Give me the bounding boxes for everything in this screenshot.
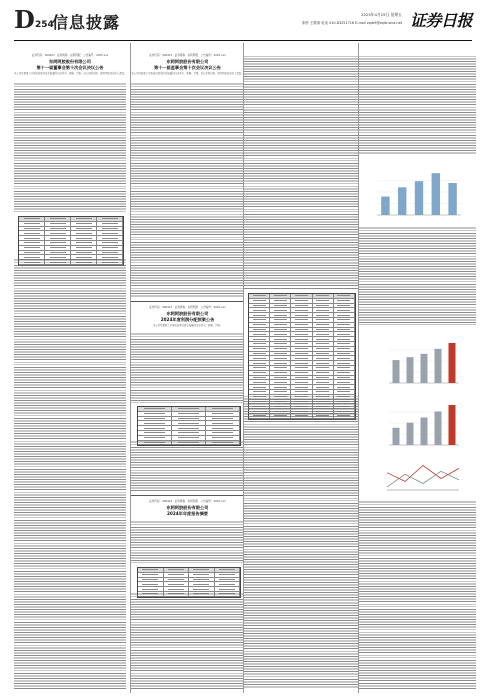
section-letter: D: [14, 5, 35, 34]
newspaper-logo: 证券日报: [409, 11, 472, 30]
column-4: [358, 43, 476, 693]
bar: [435, 349, 442, 383]
column-1: [14, 43, 126, 693]
announcement-header-2: [131, 53, 244, 75]
bar: [407, 357, 414, 383]
bar: [421, 354, 428, 383]
body-text: [244, 55, 359, 289]
bar: [393, 428, 400, 445]
announcement-title: 2024年年度报告摘要: [167, 510, 208, 516]
stock-codes: 证券代码：000423 证券简称：东阿阿胶 公告编号：2025-xxx: [149, 54, 226, 57]
stock-codes: 证券代码：000423 证券简称：东阿阿胶 公告编号：2025-xxx: [149, 500, 226, 503]
body-text: [359, 55, 476, 155]
series-line: [387, 471, 459, 487]
company-name: 东阿阿胶股份有限公司: [49, 59, 91, 64]
announcement-title: 2024年度利润分配预案公告: [160, 316, 215, 322]
body-text: [14, 83, 126, 213]
company-name: 东阿阿胶股份有限公司: [166, 505, 209, 510]
bar: [448, 183, 456, 215]
stock-codes: 证券代码：000423 证券简称：东阿阿胶 公告编号：2025-xxx: [149, 306, 226, 309]
bar: [415, 181, 423, 215]
body-text: [131, 441, 244, 491]
bar: [398, 187, 406, 215]
announcement-title: 第十一届董事会第十次会议决议公告: [36, 64, 104, 70]
body-text: [131, 593, 244, 689]
sample-bar-chart: [369, 161, 465, 221]
bar: [435, 411, 442, 445]
bar: [449, 343, 456, 383]
body-text: [131, 333, 244, 403]
announcement-header-4: [131, 499, 244, 516]
disclaimer-note: 本公司及监事会全体成员保证信息披露的内容真实、准确、完整，没有虚假记载、误导性陈述或重大遗漏。: [131, 72, 244, 75]
body-text: [131, 83, 244, 297]
bar: [421, 417, 428, 445]
bar: [432, 173, 440, 215]
body-text: [244, 395, 359, 689]
announcement-header-3: [131, 305, 244, 327]
page-header: [14, 6, 472, 41]
bar: [449, 405, 456, 445]
company-name: 东阿阿胶股份有限公司: [166, 311, 209, 316]
issue-date: 2025年4月25日 星期五: [361, 12, 402, 17]
column-2: [130, 43, 244, 693]
bar: [407, 423, 414, 445]
section-number: 254: [35, 20, 54, 30]
divider: [131, 301, 244, 302]
disclaimer-note: 本公司及董事会全体成员保证信息披露的内容真实、准确、完整。: [152, 324, 223, 327]
trend-line-chart: [381, 455, 463, 495]
disclaimer-note: 本公司及董事会全体成员保证信息披露的内容真实、准确、完整，没有虚假记载、误导性陈述或重大遗漏。: [14, 72, 126, 75]
body-text: [359, 501, 476, 689]
body-text: [359, 227, 476, 325]
section-title: 信息披露: [52, 13, 121, 32]
revenue-bar-chart: [381, 331, 463, 389]
column-3: [243, 43, 359, 693]
body-text: [131, 521, 244, 563]
profit-bar-chart: [381, 393, 463, 451]
announcement-title: 第十一届监事会第十次会议决议公告: [153, 64, 221, 70]
announcement-header-1: [14, 53, 126, 75]
page-body: [14, 43, 472, 693]
stock-codes: 证券代码：000423 证券简称：东阿阿胶 公告编号：2025-xxx: [31, 54, 109, 57]
editor-contact: 制作 王敬涛 电话 010-83251716 E-mail zqrb9@zqrb.sina.net: [302, 21, 402, 25]
company-name: 东阿阿胶股份有限公司: [166, 59, 209, 64]
bar: [393, 360, 400, 383]
divider: [131, 495, 244, 496]
body-text: [14, 259, 126, 689]
bar: [381, 197, 389, 215]
